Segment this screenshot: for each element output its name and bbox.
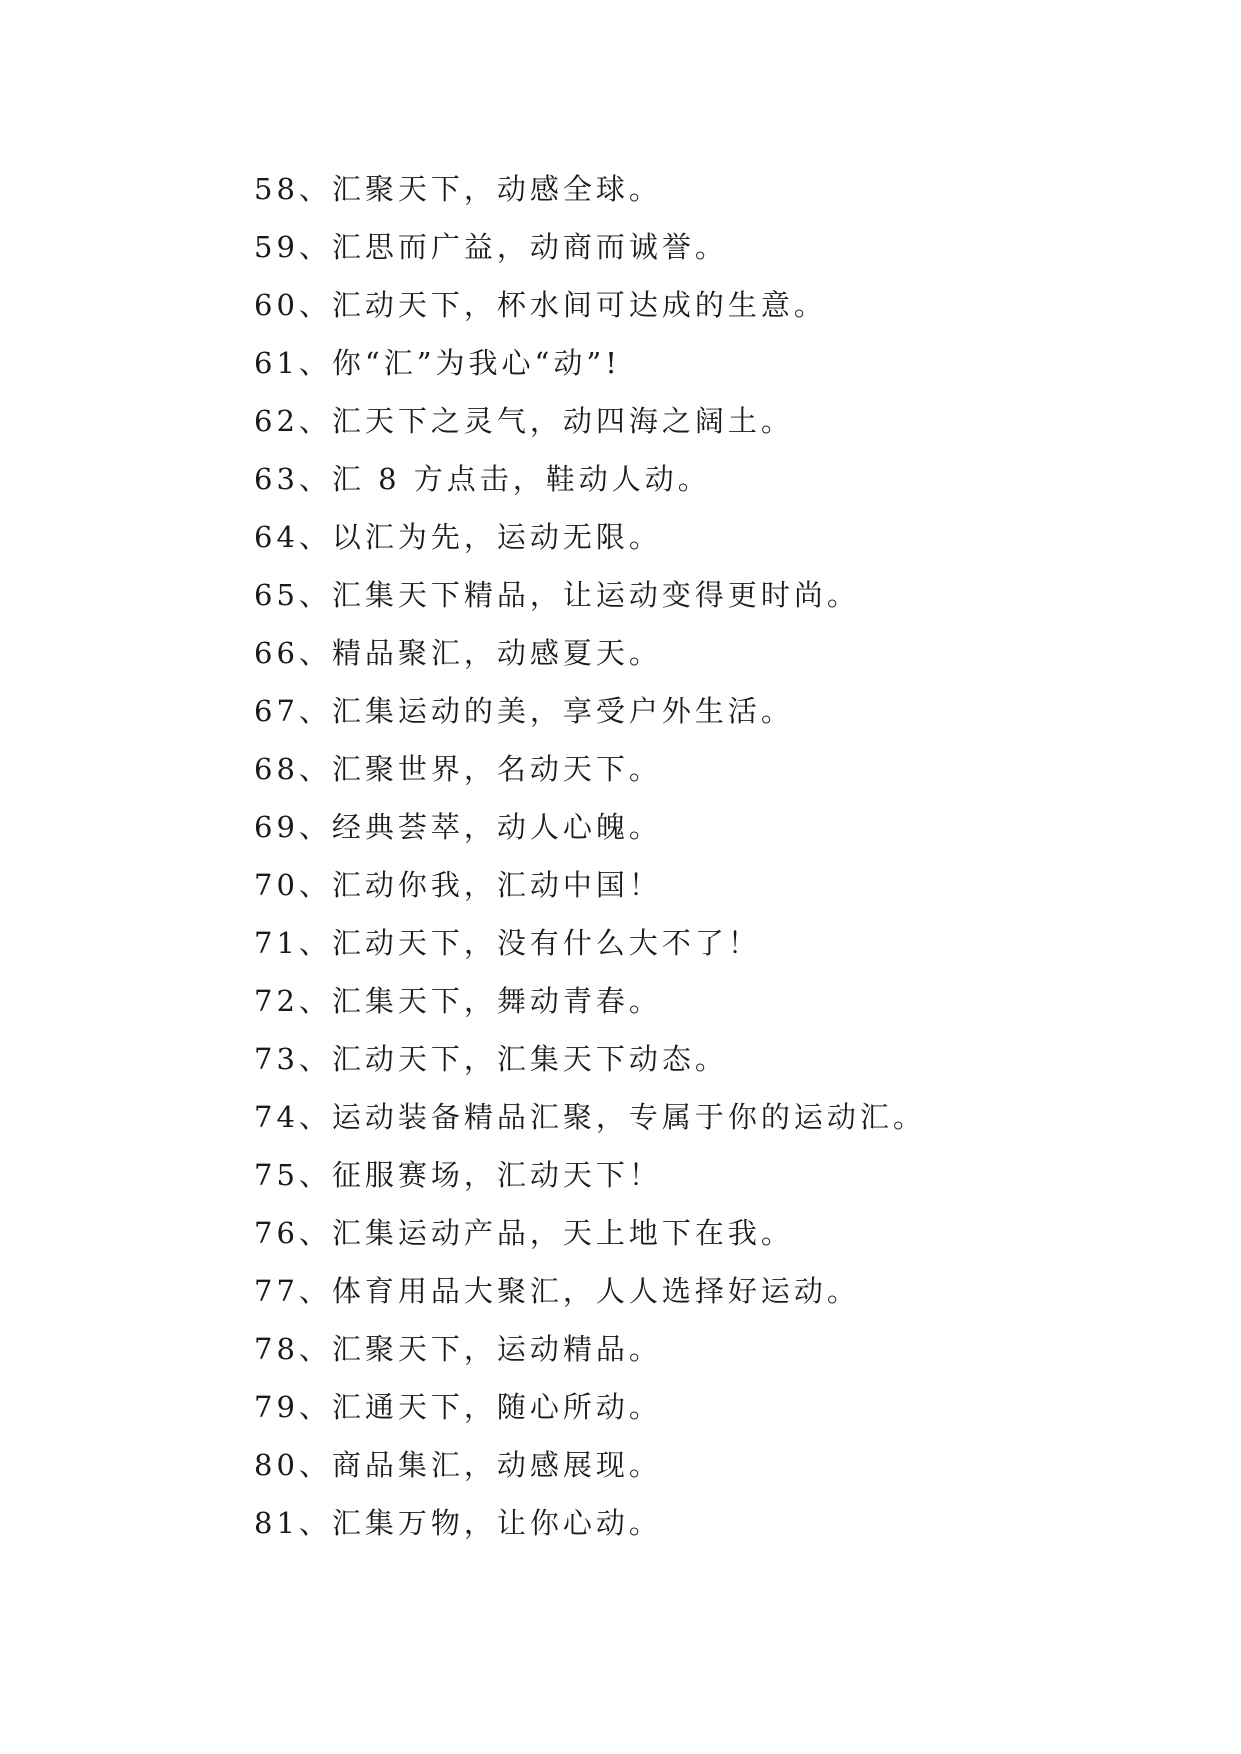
list-item: 66、精品聚汇，动感夏天。 (254, 636, 662, 670)
list-item: 69、经典荟萃，动人心魄。 (254, 810, 662, 844)
list-item: 75、征服赛场，汇动天下！ (254, 1158, 662, 1192)
list-item: 80、商品集汇，动感展现。 (254, 1448, 662, 1482)
list-item: 64、以汇为先，运动无限。 (254, 520, 662, 554)
list-item: 70、汇动你我，汇动中国！ (254, 868, 662, 902)
list-item: 60、汇动天下，杯水间可达成的生意。 (254, 288, 827, 322)
list-item: 62、汇天下之灵气，动四海之阔土。 (254, 404, 794, 438)
list-item: 73、汇动天下，汇集天下动态。 (254, 1042, 728, 1076)
list-item: 65、汇集天下精品，让运动变得更时尚。 (254, 578, 860, 612)
list-item: 63、汇 8 方点击，鞋动人动。 (254, 462, 711, 496)
list-item: 78、汇聚天下，运动精品。 (254, 1332, 662, 1366)
list-item: 74、运动装备精品汇聚，专属于你的运动汇。 (254, 1100, 926, 1134)
slogan-list (254, 160, 926, 1552)
list-item: 59、汇思而广益，动商而诚誉。 (254, 230, 728, 264)
list-item: 77、体育用品大聚汇，人人选择好运动。 (254, 1274, 860, 1308)
list-item: 79、汇通天下，随心所动。 (254, 1390, 662, 1424)
list-item: 61、你“汇”为我心“动”! (254, 346, 621, 380)
list-item: 58、汇聚天下，动感全球。 (254, 172, 662, 206)
list-item: 76、汇集运动产品，天上地下在我。 (254, 1216, 794, 1250)
list-item: 68、汇聚世界，名动天下。 (254, 752, 662, 786)
list-item: 67、汇集运动的美，享受户外生活。 (254, 694, 794, 728)
list-item: 71、汇动天下，没有什么大不了！ (254, 926, 761, 960)
list-item: 81、汇集万物，让你心动。 (254, 1506, 662, 1540)
list-item: 72、汇集天下，舞动青春。 (254, 984, 662, 1018)
